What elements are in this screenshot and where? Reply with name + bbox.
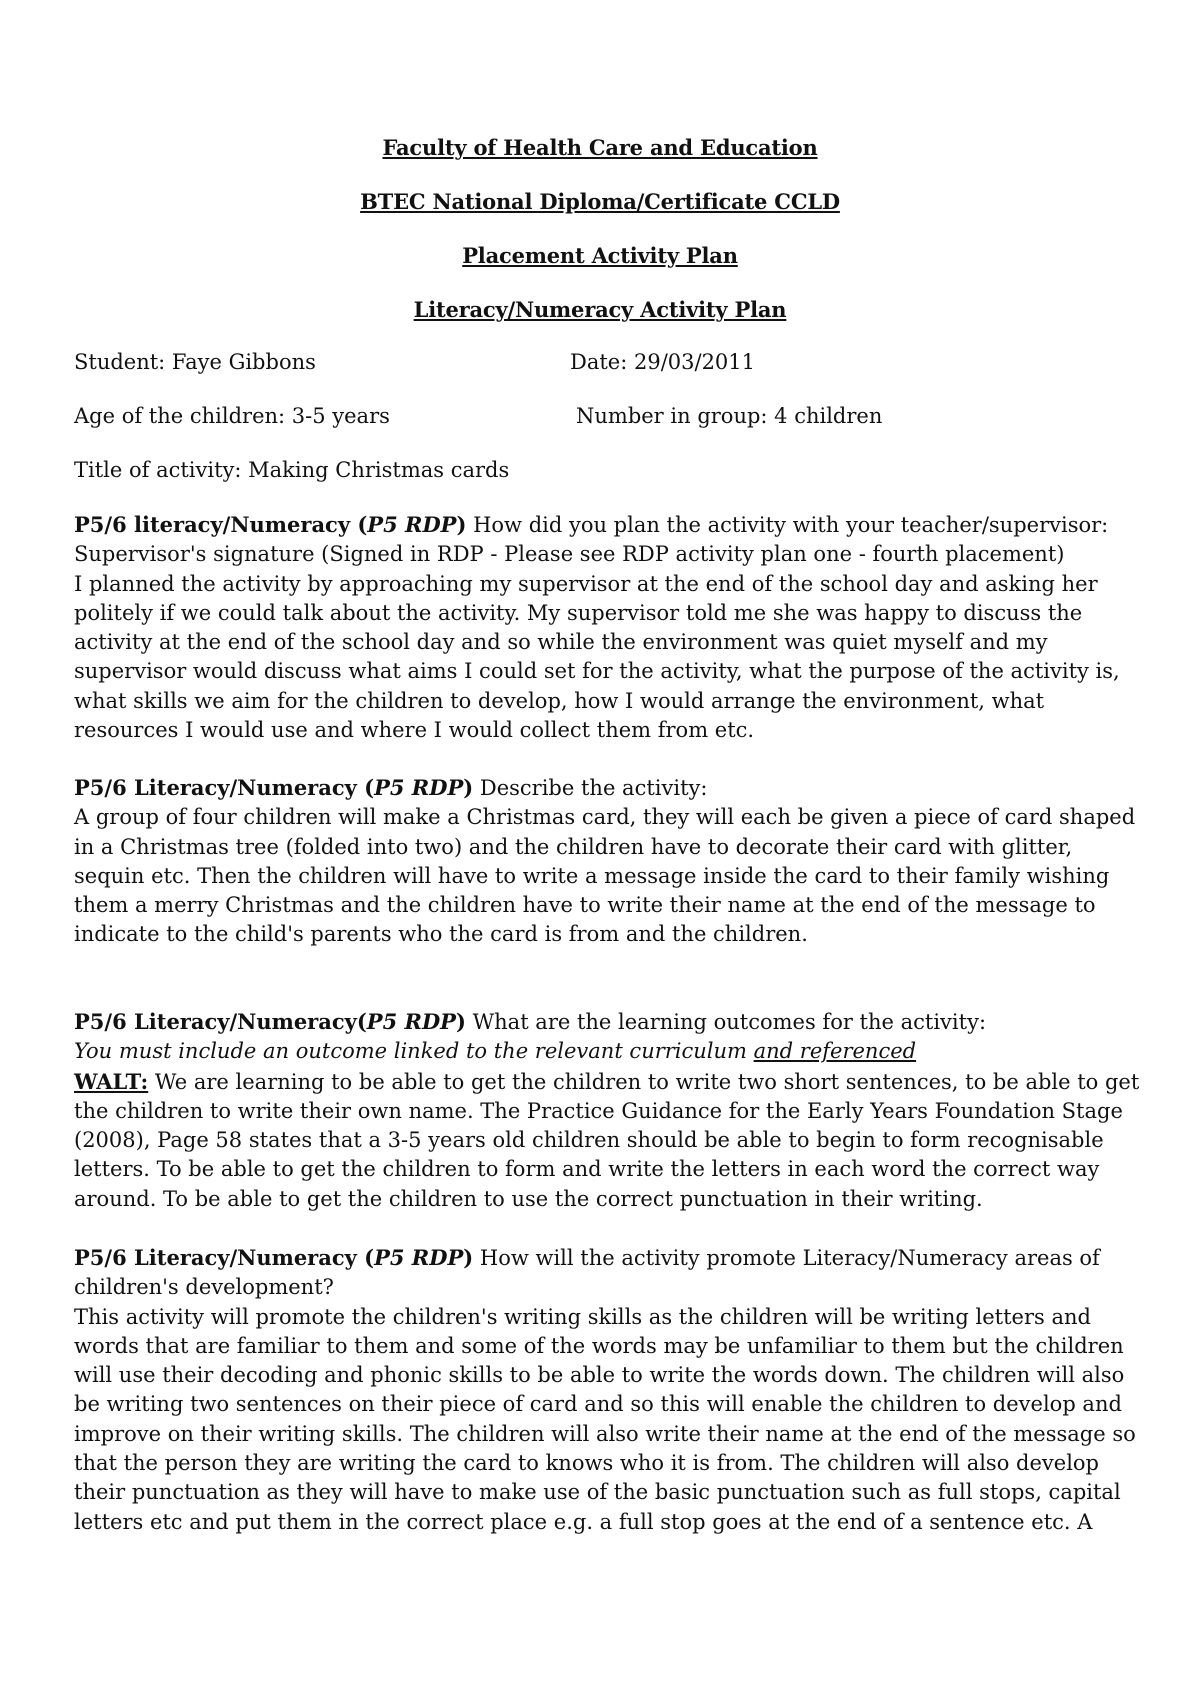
outcomes-body: We are learning to be able to get the children to write two short sentences, to be able to get the children to write their own name. The Practice Guidance for the Early Years Foundation Stage (2008), Page 58 states that a 3-5 years old children should be able to begin to form recognisable letters. To be able to get the children to form and write the letters in each word the correct way around. To be able to get the children to use the correct punctuation in their writing. [74,1069,1140,1211]
activity-plan-heading: Literacy/Numeracy Activity Plan [413,297,787,322]
development-section [74,1243,1144,1537]
walt-label: WALT: [74,1068,149,1094]
outcomes-question [74,1007,1144,1037]
description-close: ) [463,775,474,800]
faculty-heading: Faculty of Health Care and Education [382,135,818,160]
outcomes-instruction-underlined: and referenced [753,1039,917,1064]
date-field: Date: 29/03/2011 [570,350,756,374]
outcomes-section [74,1007,1144,1214]
group-size-field: Number in group: 4 children [576,404,883,428]
description-question-text: Describe the activity: [473,776,708,800]
outcomes-label: P5/6 Literacy/Numeracy( [74,1009,367,1034]
development-question [74,1243,1144,1303]
description-section [74,773,1144,950]
outcomes-instruction [74,1037,1144,1066]
planning-body: I planned the activity by approaching my supervisor at the end of the school day and asking her politely if we could talk about the activity. My supervisor told me she was happy to discuss the activity at the end of the school day and so while the environment was quiet myself and my supervisor would discuss what aims I could set for the activity, what the purpose of the activity is, what skills we aim for the children to develop, how I would arrange the environment, what resources I would use and where I would collect them from etc. [74,571,1120,743]
development-close: ) [463,1245,474,1270]
planning-close: ) [456,512,467,537]
planning-section [74,510,1144,745]
description-label: P5/6 Literacy/Numeracy ( [74,775,375,800]
supervisor-signature-note: Supervisor's signature (Signed in RDP - Please see RDP activity plan one - fourth placement) [74,542,1065,567]
outcomes-close: ) [455,1009,466,1034]
description-question [74,773,1144,803]
age-field: Age of the children: 3-5 years [74,404,390,428]
development-question-text: How will the activity promote Literacy/Numeracy areas of children's development? [74,1246,1100,1300]
planning-question [74,510,1144,540]
development-ref: P5 RDP [374,1245,464,1270]
activity-title-field: Title of activity: Making Christmas cards [74,458,510,482]
development-label: P5/6 Literacy/Numeracy ( [74,1245,375,1270]
outcomes-question-text: What are the learning outcomes for the activity: [465,1010,987,1034]
outcomes-instruction-text: You must include an outcome linked to the relevant curriculum [74,1039,754,1064]
description-body: A group of four children will make a Christmas card, they will each be given a piece of card shaped in a Christmas tree (folded into two) and the children have to decorate their card with glitter, sequin etc. Then the children will have to write a message inside the card to their family wishing them a merry Christmas and the children have to write their name at the end of the message to indicate to the child's parents who the card is from and the children. [74,805,1136,947]
student-field: Student: Faye Gibbons [74,350,316,374]
planning-question-text: How did you plan the activity with your teacher/supervisor: [466,513,1109,537]
planning-ref: P5 RDP [367,512,457,537]
outcomes-body-paragraph [74,1067,1144,1214]
planning-label: P5/6 literacy/Numeracy ( [74,512,368,537]
outcomes-ref: P5 RDP [366,1009,456,1034]
plan-heading: Placement Activity Plan [462,243,738,268]
description-ref: P5 RDP [374,775,464,800]
development-body: This activity will promote the children's writing skills as the children will be writing letters and words that are familiar to them and some of the words may be unfamiliar to them but the children will use their decoding and phonic skills to be able to write the words down. The children will also be writing two sentences on their piece of card and so this will enable the children to develop and improve on their writing skills. The children will also write their name at the end of the message so that the person they are writing the card to knows who it is from. The children will also develop their punctuation as they will have to make use of the basic punctuation such as full stops, capital letters etc and put them in the correct place e.g. a full stop goes at the end of a sentence etc. A [74,1304,1136,1534]
course-heading: BTEC National Diploma/Certificate CCLD [360,189,840,214]
